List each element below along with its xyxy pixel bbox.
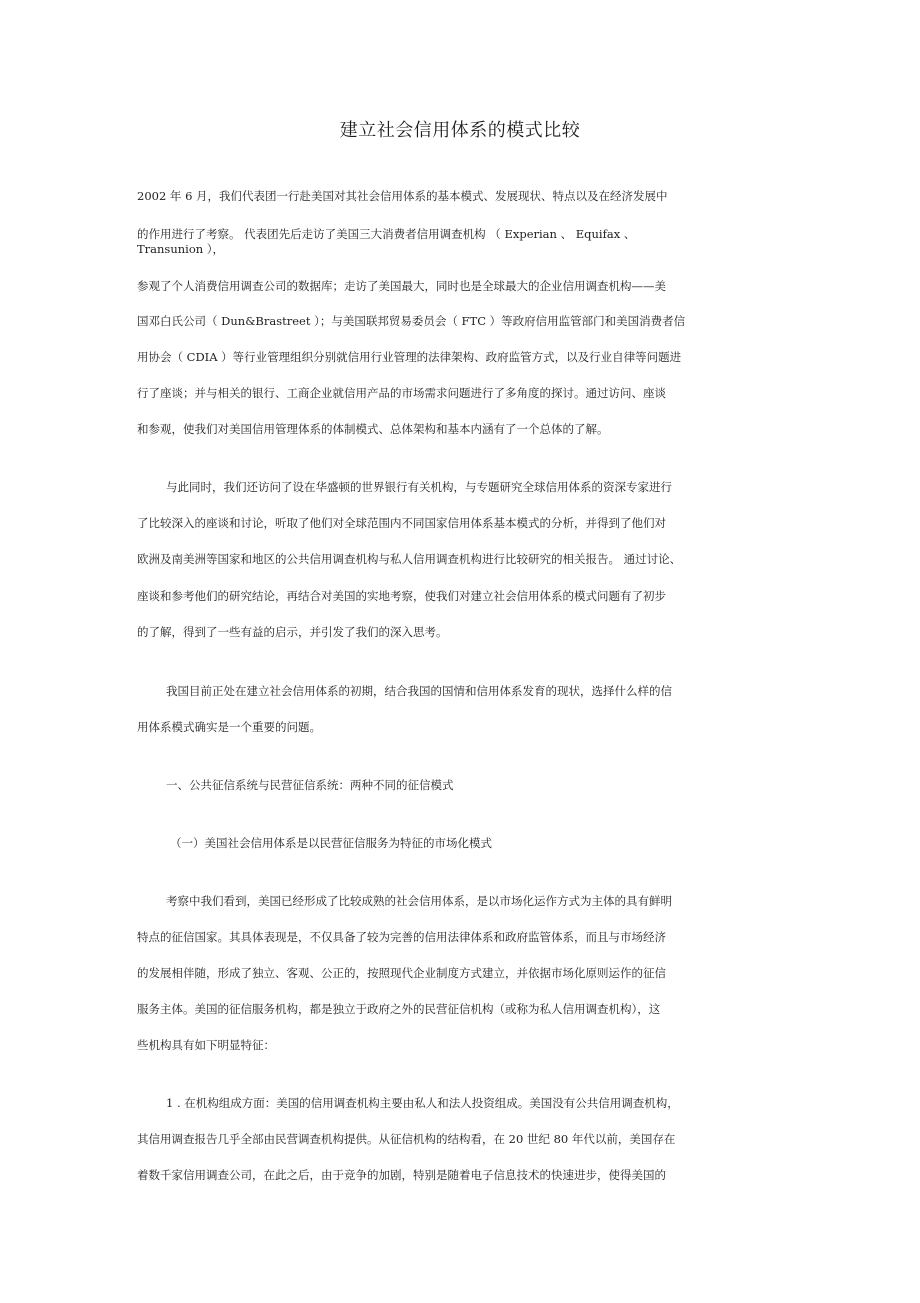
paragraph-line: 用协会（ CDIA ）等行业管理组织分别就信用行业管理的法律架构、政府监管方式，以及行业自律等问题进	[137, 350, 682, 364]
paragraph-line: 与此同时，我们还访问了设在华盛顿的世界银行有关机构，与专题研究全球信用体系的资深专家进行	[166, 480, 672, 494]
paragraph-line: 参观了个人消费信用调查公司的数据库；走访了美国最大，同时也是全球最大的企业信用调查机构——美	[137, 279, 666, 293]
paragraph-line: 些机构具有如下明显特征：	[137, 1038, 275, 1052]
paragraph-line: 国邓白氏公司（ Dun&Brastreet ）；与美国联邦贸易委员会（ FTC ）等政府信用监管部门和美国消费者信	[137, 314, 686, 328]
paragraph-line: 了比较深入的座谈和讨论，听取了他们对全球范围内不同国家信用体系基本模式的分析，并得到了他们对	[137, 516, 666, 530]
section-heading: 一、公共征信系统与民营征信系统：两种不同的征信模式	[166, 778, 454, 792]
paragraph-line: 的作用进行了考察。 代表团先后走访了美国三大消费者信用调查机构 （ Experian 、 Equifax 、	[137, 227, 636, 241]
paragraph-line: 其信用调查报告几乎全部由民营调查机构提供。从征信机构的结构看，在 20 世纪 80 年代以前，美国存在	[137, 1132, 676, 1146]
paragraph-line: 1 . 在机构组成方面：美国的信用调查机构主要由私人和法人投资组成。美国没有公共信用调查机构，	[166, 1096, 679, 1110]
paragraph-line: 的发展相伴随，形成了独立、客观、公正的，按照现代企业制度方式建立，并依据市场化原则运作的征信	[137, 966, 666, 980]
paragraph-line: 特点的征信国家。其具体表现是，不仅具备了较为完善的信用法律体系和政府监管体系，而且与市场经济	[137, 930, 666, 944]
document-title: 建立社会信用体系的模式比较	[339, 120, 581, 141]
paragraph-line: 我国目前正处在建立社会信用体系的初期，结合我国的国情和信用体系发育的现状，选择什么样的信	[166, 684, 672, 698]
paragraph-line: 欧洲及南美洲等国家和地区的公共信用调查机构与私人信用调查机构进行比较研究的相关报告。 通过讨论、	[137, 552, 682, 566]
paragraph-line: 考察中我们看到，美国已经形成了比较成熟的社会信用体系，是以市场化运作方式为主体的具有鲜明	[166, 894, 672, 908]
paragraph-line: 行了座谈；并与相关的银行、工商企业就信用产品的市场需求问题进行了多角度的探讨。通过访问、座谈	[137, 386, 666, 400]
subsection-heading: （一）美国社会信用体系是以民营征信服务为特征的市场化模式	[170, 836, 492, 850]
paragraph-line: 着数千家信用调查公司，在此之后，由于竞争的加剧，特别是随着电子信息技术的快速进步，使得美国的	[137, 1168, 666, 1182]
paragraph-line: 的了解，得到了一些有益的启示，并引发了我们的深入思考。	[137, 625, 448, 639]
paragraph-line: 座谈和参考他们的研究结论，再结合对美国的实地考察，使我们对建立社会信用体系的模式问题有了初步	[137, 589, 666, 603]
paragraph-line: 和参观，使我们对美国信用管理体系的体制模式、总体架构和基本内涵有了一个总体的了解。	[137, 422, 609, 436]
paragraph-line: 服务主体。美国的征信服务机构，都是独立于政府之外的民营征信机构（或称为私人信用调查机构），这	[137, 1002, 661, 1016]
paragraph-line: 用体系模式确实是一个重要的问题。	[137, 720, 321, 734]
paragraph-line: Transunion ），	[137, 242, 225, 256]
paragraph-line: 2002 年 6 月，我们代表团一行赴美国对其社会信用体系的基本模式、发展现状、特点以及在经济发展中	[137, 189, 668, 203]
